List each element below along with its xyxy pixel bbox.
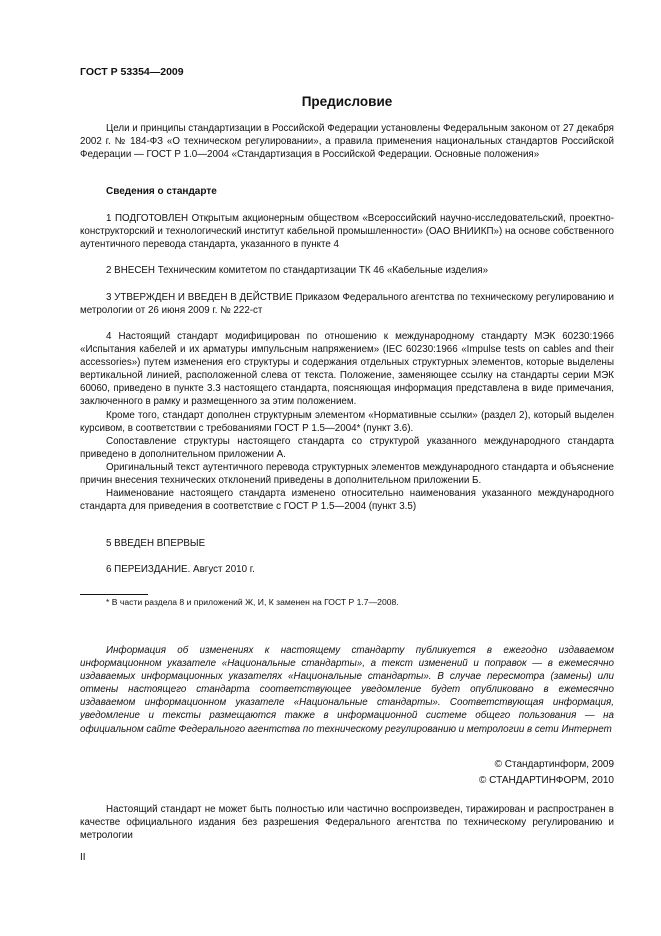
item-5 — [80, 537, 614, 550]
item-3 — [80, 291, 614, 317]
item-2-text: 2 ВНЕСЕН Техническим комитетом по стандартизации ТК 46 «Кабельные изделия» — [106, 265, 489, 276]
info-paragraph — [80, 644, 614, 736]
item-3-text: 3 УТВЕРЖДЕН И ВВЕДЕН В ДЕЙСТВИЕ Приказом Федерального агентства по техническому регулированию и метрологии от 26 июня 2009 г. № 222-ст — [80, 292, 614, 317]
reproduction-notice — [80, 803, 614, 842]
notice-text: Настоящий стандарт не может быть полностью или частично воспроизведен, тиражирован и распространен в качестве официального издания без разрешения Федерального агентства по техническому регулированию и метрологии — [80, 804, 614, 842]
intro-paragraph — [80, 122, 614, 161]
item-5-text: 5 ВВЕДЕН ВПЕРВЫЕ — [106, 538, 206, 549]
item-4-paragraph-3: Сопоставление структуры настоящего стандарта со структурой указанного международного стандарта приведено в дополнительном приложении А. — [80, 435, 614, 460]
item-1 — [80, 212, 614, 251]
footnote: * В части раздела 8 и приложений Ж, И, К заменен на ГОСТ Р 1.7—2008. — [106, 597, 399, 607]
page-number: II — [80, 852, 86, 863]
item-1-text: 1 ПОДГОТОВЛЕН Открытым акционерным обществом «Всероссийский научно-исследовательский, проектно-конструкторский и технологический институт кабельной промышленности» (ОАО ВНИИКП») на основе собственного аутентичного перевода стандарта, указанного в пункте 4 — [80, 213, 614, 251]
document-code: ГОСТ Р 53354—2009 — [80, 66, 184, 78]
item-4 — [80, 330, 614, 513]
item-6-text: 6 ПЕРЕИЗДАНИЕ. Август 2010 г. — [106, 564, 255, 575]
footnote-divider — [80, 594, 148, 595]
copyright-2009: © Стандартинформ, 2009 — [494, 759, 614, 770]
intro-text: Цели и принципы стандартизации в Российской Федерации установлены Федеральным законом от 27 декабря 2002 г. № 184-ФЗ «О техническом регулировании», а правила применения национальных стандартов Российской Федерации — ГОСТ Р 1.0—2004 «Стандартизация в Российской Федерации. Основные положения» — [80, 123, 614, 161]
item-6 — [80, 563, 614, 576]
item-4-paragraph-2: Кроме того, стандарт дополнен структурным элементом «Нормативные ссылки» (раздел 2), который выделен курсивом, в соответствии с требованиями ГОСТ Р 1.5—2004* (пункт 3.6). — [80, 409, 614, 434]
about-heading: Сведения о стандарте — [106, 186, 217, 197]
info-text: Информация об изменениях к настоящему стандарту публикуется в ежегодно издаваемом информационном указателе «Национальные стандарты», а текст изменений и поправок — в ежемесячно издаваемых информационных указателях «Национальные стандарты». В случае пересмотра (замены) или отмены настоящего стандарта соответствующее уведомление будет опубликовано в ежемесячно издаваемом информационном указателе «Национальные стандарты». Соответствующая информация, уведомление и тексты размещаются также в информационной системе общего пользования — на официальном сайте Федерального агентства по техническому регулированию и метрологии в сети Интернет — [80, 645, 614, 735]
copyright-2010: © СТАНДАРТИНФОРМ, 2010 — [479, 775, 614, 786]
item-4-paragraph-1: 4 Настоящий стандарт модифицирован по отношению к международному стандарту МЭК 60230:1966 «Испытания кабелей и их арматуры импульсным напряжением» (IEC 60230:1966 «Impulse tests on cables and their accessories») путем изменения его структуры и содержания отдельных структурных элементов, которые выделены вертикальной линией, расположенной слева от текста. Положение, заменяющее ссылку на стандарты серии МЭК 60060, приведено в пункте 3.3 настоящего стандарта, поясняющая информация представлена в виде примечания, заключенного в рамку и размещенного за этим положением. — [80, 331, 614, 408]
item-4-paragraph-4: Оригинальный текст аутентичного перевода структурных элементов международного стандарта и объяснение причин внесения технических отклонений приведены в дополнительном приложении Б. — [80, 461, 614, 487]
item-4-paragraph-5: Наименование настоящего стандарта изменено относительно наименования указанного международного стандарта для приведения в соответствие с ГОСТ Р 1.5—2004 (пункт 3.5) — [80, 488, 614, 513]
item-2 — [80, 264, 614, 277]
page-title: Предисловие — [301, 94, 393, 109]
